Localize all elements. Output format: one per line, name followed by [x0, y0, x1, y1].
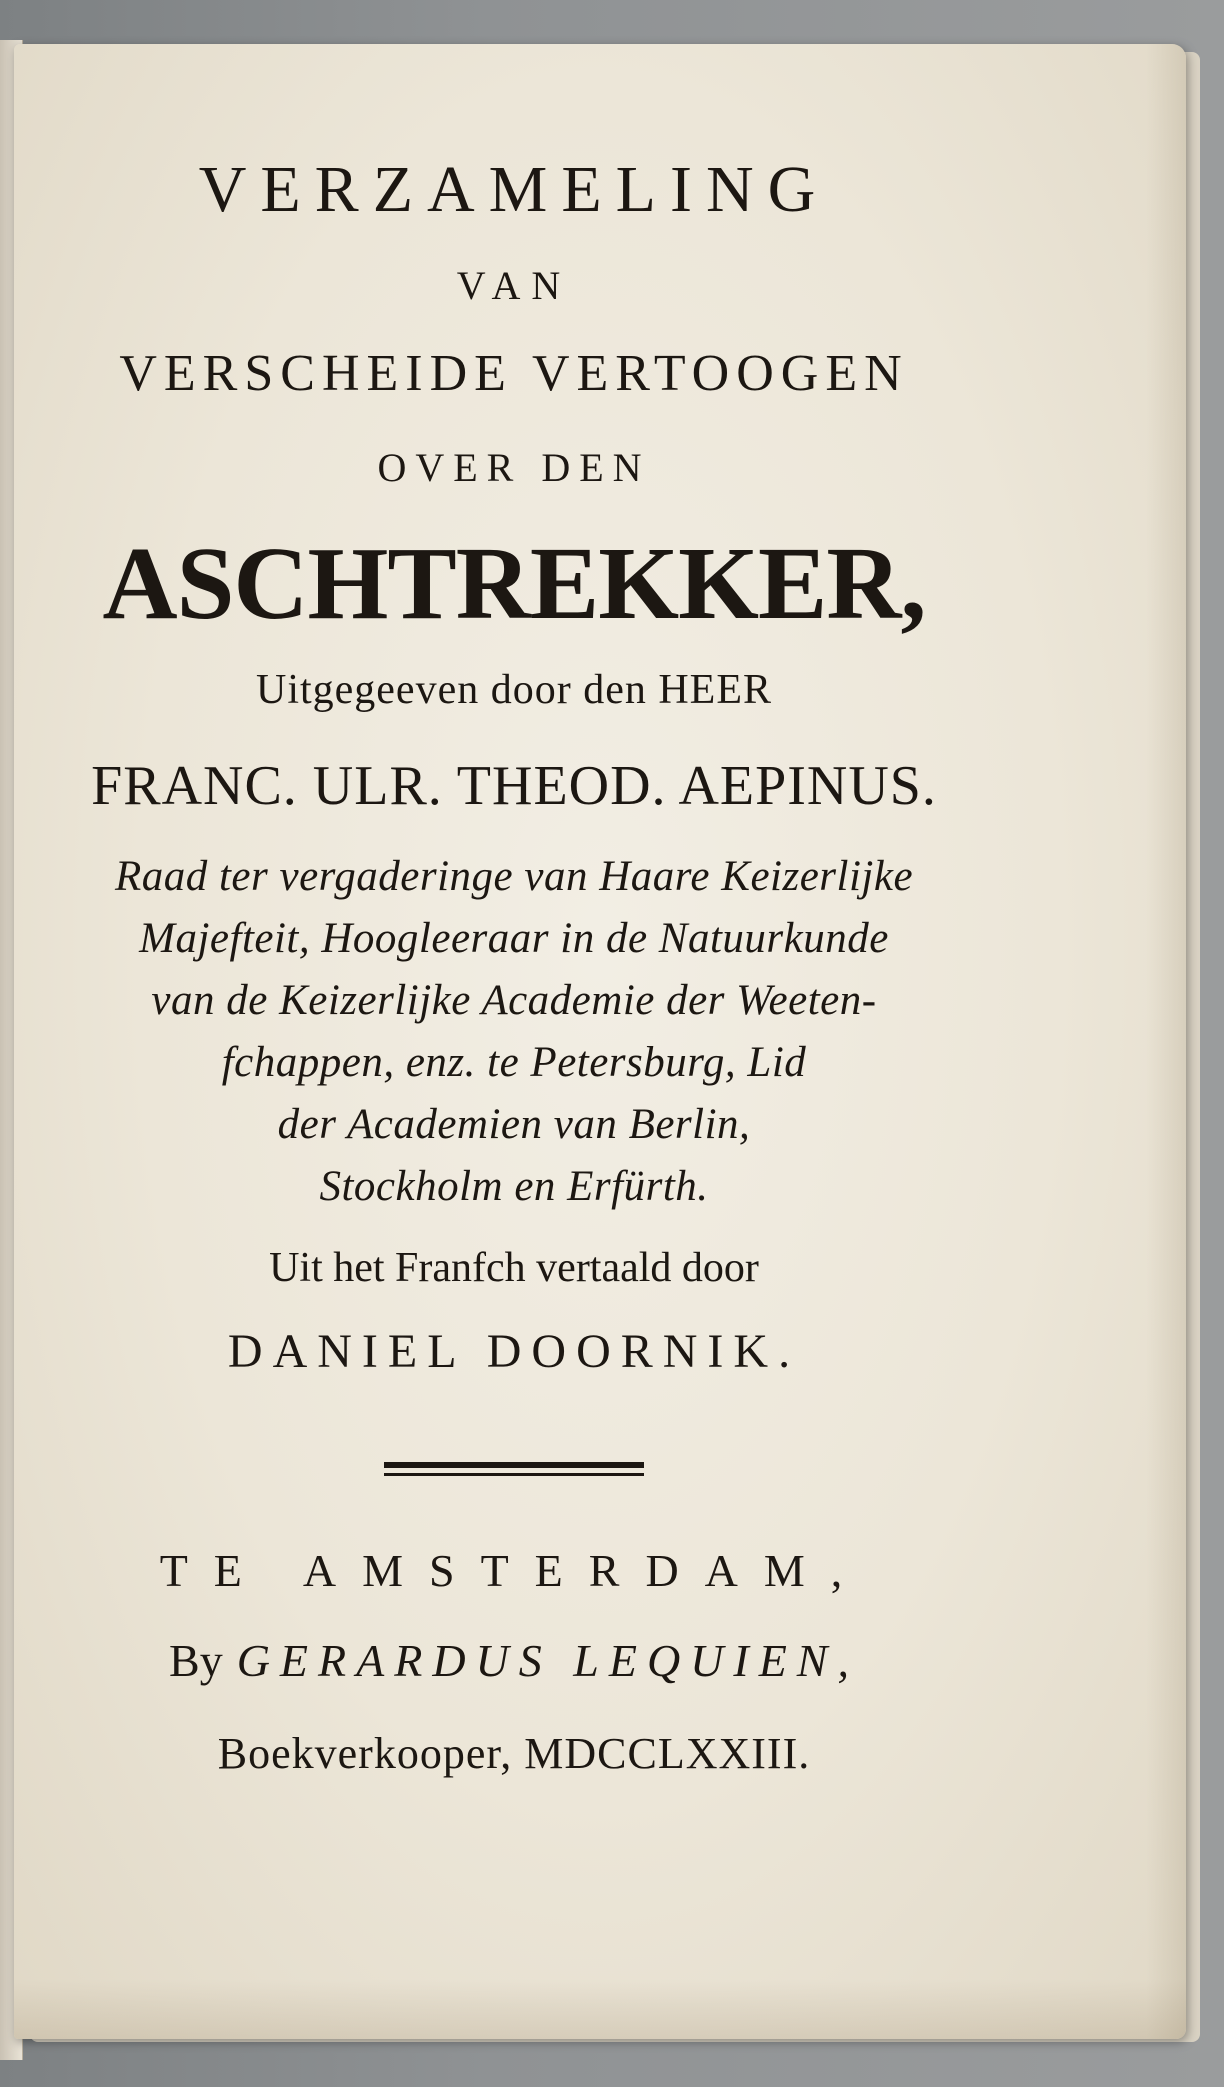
- translation-note: Uit het Franfch vertaald door: [269, 1245, 759, 1291]
- rule-bar-thin: [384, 1473, 644, 1476]
- ornamental-rule: [384, 1462, 644, 1481]
- imprint-printer-line: [14, 1634, 1014, 1687]
- title-line-verscheide-vertoogen: VERSCHEIDE VERTOOGEN: [119, 345, 909, 402]
- author-description-line: Stockholm en Erfürth.: [319, 1163, 709, 1210]
- imprint-bookseller-year: Boekverkooper, MDCCLXXIII.: [217, 1729, 811, 1778]
- rule-bar-thick: [384, 1462, 644, 1468]
- title-line-van: VAN: [456, 263, 572, 308]
- author-description-line: der Academien van Berlin,: [277, 1101, 751, 1148]
- author-description-line: fchappen, enz. te Petersburg, Lid: [221, 1039, 807, 1086]
- title-page: [14, 44, 1186, 2039]
- title-line-verzameling: VERZAMELING: [198, 153, 830, 226]
- author-name: FRANC. ULR. THEOD. AEPINUS.: [91, 755, 937, 817]
- byline: Uitgegeeven door den HEER: [255, 667, 773, 713]
- imprint-by: By: [169, 1635, 223, 1686]
- title-main-aschtrekker: ASCHTREKKER,: [102, 526, 926, 641]
- translator-name: DANIEL DOORNIK.: [227, 1325, 801, 1378]
- title-line-over-den: OVER DEN: [377, 445, 651, 490]
- page-right-edge: [1146, 44, 1186, 2039]
- imprint-printer-name: GERARDUS LEQUIEN,: [236, 1635, 859, 1686]
- page-bottom-edge: [14, 1979, 1186, 2039]
- imprint-place: TE AMSTERDAM,: [159, 1545, 869, 1596]
- author-description-line: Majefteit, Hoogleeraar in de Natuurkunde: [139, 915, 889, 962]
- author-description-line: van de Keizerlijke Academie der Weeten-: [151, 977, 877, 1024]
- author-description-line: Raad ter vergaderinge van Haare Keizerlijke: [114, 853, 914, 900]
